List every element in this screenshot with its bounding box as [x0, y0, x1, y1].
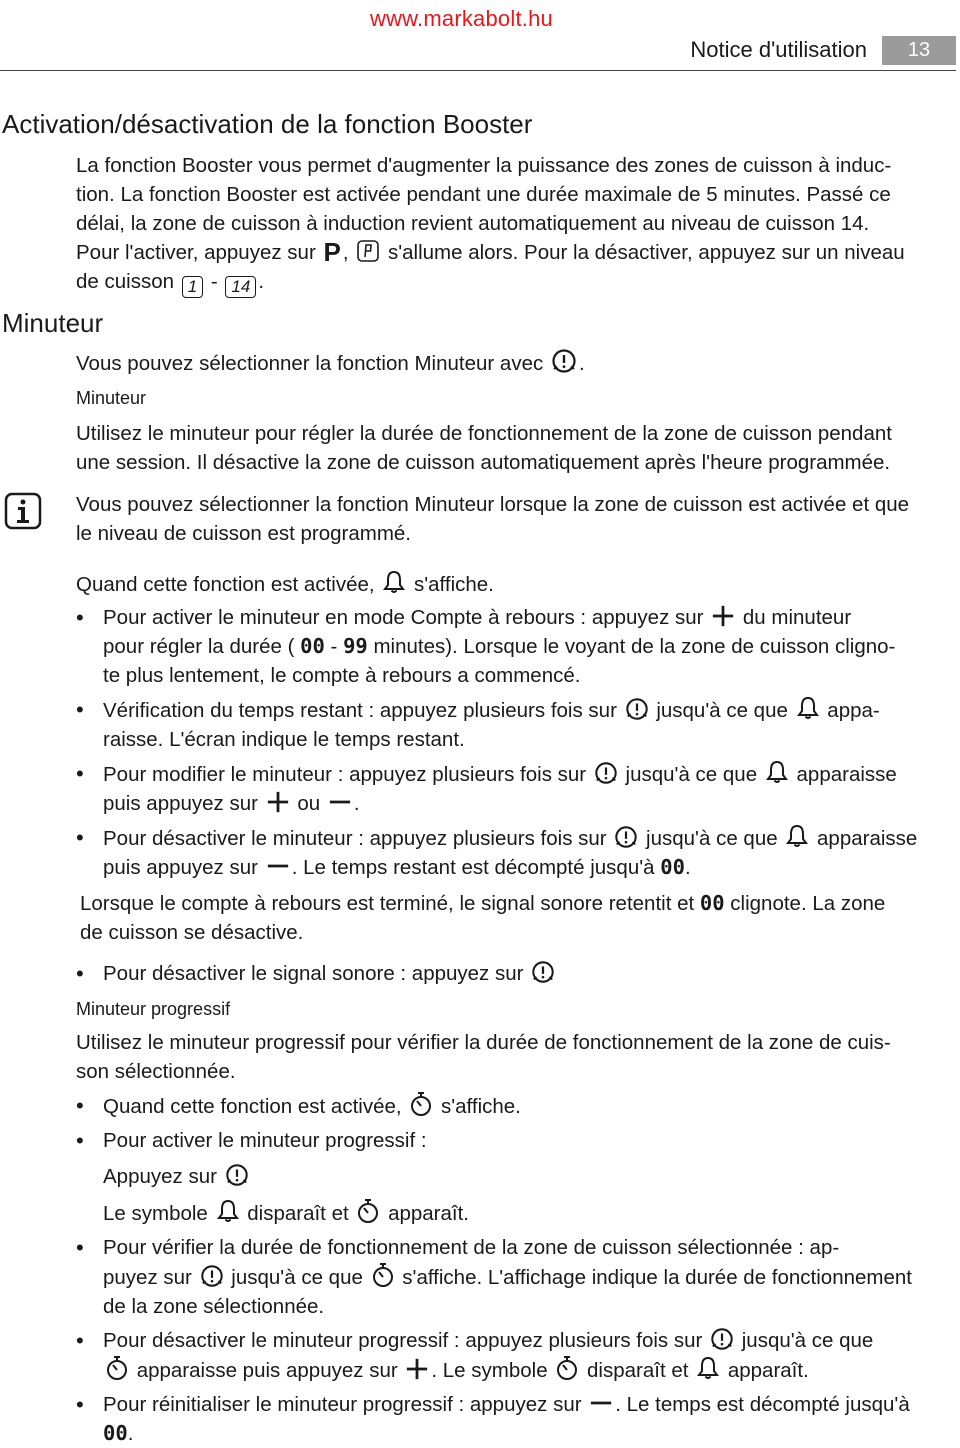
list-item [76, 759, 956, 818]
text: ou [297, 792, 321, 815]
text: clignote. La zone [730, 892, 886, 915]
header-divider [0, 70, 956, 71]
document-title: Notice d'utilisation [690, 37, 867, 62]
display-00: 00 [699, 891, 725, 915]
text: une session. Il désactive la zone de cuisson automatiquement après l'heure programmée. [76, 451, 891, 474]
progressif-bullets [76, 1091, 956, 1448]
minus-icon [328, 790, 352, 814]
text: jusqu'à ce que [646, 827, 778, 850]
text: - [330, 635, 338, 658]
stopwatch-icon [371, 1262, 395, 1288]
text: s'affiche. [413, 573, 494, 596]
list-item [76, 1091, 956, 1121]
text: te plus lentement, le compte à rebours a commencé. [103, 664, 581, 687]
booster-line-3: délai, la zone de cuisson à induction revient automatiquement au niveau de cuisson 14. [76, 212, 870, 235]
text: disparaît et [247, 1202, 349, 1225]
text: de la zone sélectionnée. [103, 1295, 325, 1318]
text: apparaît. [727, 1359, 809, 1382]
text: apparaisse puis appuyez sur [136, 1359, 398, 1382]
text: Vous pouvez sélectionner la fonction Minuteur lorsque la zone de cuisson est activée et que [76, 493, 910, 516]
bell-icon [382, 569, 406, 595]
text: . Le symbole [431, 1359, 548, 1382]
text: Vérification du temps restant : appuyez plusieurs fois sur [103, 699, 617, 722]
timer-icon [531, 960, 555, 984]
booster-line-1: La fonction Booster vous permet d'augmenter la puissance des zones de cuisson à induc- [76, 154, 892, 177]
timer-icon [594, 761, 618, 785]
progressif-subheading: Minuteur progressif [76, 999, 231, 1019]
text: . [578, 352, 585, 375]
list-item [76, 823, 956, 882]
stopwatch-icon [555, 1355, 579, 1381]
text: du minuteur [742, 606, 852, 629]
text: Pour réinitialiser le minuteur progressif : appuyez sur [103, 1393, 582, 1416]
text: • Pour vérifier la durée de fonctionnement de la zone de cuisson sélectionnée : ap- [103, 1236, 840, 1259]
text: Utilisez le minuteur progressif pour vérifier la durée de fonctionnement de la zone de cuis- [76, 1031, 891, 1054]
countdown-end-paragraph [80, 889, 956, 947]
text: Lorsque le compte à rebours est terminé, le signal sonore retentit et [80, 892, 695, 915]
bell-icon [785, 823, 809, 849]
text: Quand cette fonction est activée, [76, 573, 375, 596]
text: • Pour activer le minuteur progressif : [103, 1129, 427, 1152]
text: son sélectionnée. [76, 1060, 236, 1083]
timer-icon [614, 825, 638, 849]
display-00: 00 [660, 855, 685, 879]
minus-icon [266, 854, 290, 878]
list-item [76, 959, 956, 988]
text: Pour désactiver le signal sonore : appuyez sur [103, 962, 524, 985]
page-number: 13 [882, 36, 956, 65]
minuteur-heading: Minuteur [2, 308, 104, 338]
text: Utilisez le minuteur pour régler la durée de fonctionnement de la zone de cuisson pendant [76, 422, 892, 445]
text: minutes). Lorsque le voyant de la zone de cuisson cligno- [373, 635, 896, 658]
booster-line-4 [76, 238, 956, 267]
text: . [684, 856, 691, 879]
timer-icon [225, 1163, 249, 1187]
text: . [258, 270, 265, 293]
minuteur-description [76, 419, 956, 477]
beep-bullet [76, 959, 956, 988]
text: s'allume alors. Pour la désactiver, appuyez sur un niveau [387, 241, 905, 264]
minuteur-bullets [76, 603, 956, 882]
timer-icon [200, 1264, 224, 1288]
text: le niveau de cuisson est programmé. [76, 522, 412, 545]
text: Pour l'activer, appuyez sur [76, 241, 316, 264]
list-item [76, 603, 956, 690]
booster-line-2: tion. La fonction Booster est activée pendant une durée maximale de 5 minutes. Passé ce [76, 183, 891, 206]
display-00: 00 [103, 1421, 128, 1445]
text: puis appuyez sur [103, 856, 258, 879]
text: jusqu'à ce que [656, 699, 788, 722]
list-item [76, 1326, 956, 1385]
text: appa- [827, 699, 880, 722]
text: Pour modifier le minuteur : appuyez plusieurs fois sur [103, 763, 587, 786]
booster-heading: Activation/désactivation de la fonction Booster [2, 109, 533, 139]
text: puis appuyez sur [103, 792, 258, 815]
progressif-description [76, 1028, 956, 1086]
text: . Le temps est décompté jusqu'à [615, 1393, 910, 1416]
text: . Le temps restant est décompté jusqu'à [291, 856, 655, 879]
list-item [76, 1390, 956, 1448]
bell-icon [765, 759, 789, 785]
bell-icon [216, 1198, 240, 1224]
minuteur-active-line [76, 569, 956, 599]
bell-icon [696, 1355, 720, 1381]
text: apparaisse [817, 827, 918, 850]
text: , [342, 241, 349, 264]
text: - [210, 270, 218, 293]
watermark-link[interactable]: www.markabolt.hu [370, 6, 553, 31]
text: jusqu'à ce que [741, 1329, 874, 1352]
timer-icon [710, 1327, 734, 1351]
text: jusqu'à ce que [625, 763, 758, 786]
level-min-display: 1 [182, 276, 203, 298]
text: raisse. L'écran indique le temps restant. [103, 728, 465, 751]
minus-icon [589, 1391, 613, 1415]
text: de cuisson se désactive. [80, 921, 304, 944]
text: Appuyez sur [103, 1165, 217, 1188]
text: jusqu'à ce que [231, 1266, 363, 1289]
minuteur-subheading: Minuteur [76, 388, 147, 408]
text: disparaît et [587, 1359, 689, 1382]
minuteur-intro [76, 348, 956, 378]
plus-icon [266, 790, 290, 814]
text: Quand cette fonction est activée, [103, 1095, 402, 1118]
info-icon [4, 492, 42, 530]
stopwatch-icon [105, 1355, 129, 1381]
timer-icon [551, 348, 577, 374]
display-00: 00 [300, 634, 325, 658]
text: . [353, 792, 360, 815]
text: s'affiche. L'affichage indique la durée de fonctionnement [402, 1266, 912, 1289]
list-item [76, 1126, 956, 1228]
timer-icon [625, 697, 649, 721]
text: puyez sur [103, 1266, 192, 1289]
level-max-display: 14 [225, 276, 256, 298]
stopwatch-icon [356, 1198, 380, 1224]
p-key-icon: P [323, 237, 341, 267]
plus-icon [405, 1357, 429, 1381]
text: de cuisson [76, 270, 175, 293]
booster-paragraph [76, 151, 956, 298]
plus-icon [711, 604, 735, 628]
text: s'affiche. [440, 1095, 521, 1118]
bell-icon [796, 695, 820, 721]
text: Pour activer le minuteur en mode Compte à rebours : appuyez sur [103, 606, 704, 629]
p-display-icon [356, 239, 380, 263]
stopwatch-icon [409, 1091, 433, 1117]
text: pour régler la durée ( [103, 635, 295, 658]
text: Pour désactiver le minuteur progressif : appuyez plusieurs fois sur [103, 1329, 703, 1352]
text: apparaisse [796, 763, 897, 786]
text: apparaît. [388, 1202, 469, 1225]
info-note [76, 490, 956, 548]
text: Pour désactiver le minuteur : appuyez plusieurs fois sur [103, 827, 607, 850]
text: Le symbole [103, 1202, 208, 1225]
booster-line-5 [76, 267, 956, 298]
list-item [76, 695, 956, 754]
text: Vous pouvez sélectionner la fonction Minuteur avec [76, 352, 544, 375]
text: . [127, 1422, 134, 1445]
display-99: 99 [343, 634, 368, 658]
list-item [76, 1233, 956, 1321]
